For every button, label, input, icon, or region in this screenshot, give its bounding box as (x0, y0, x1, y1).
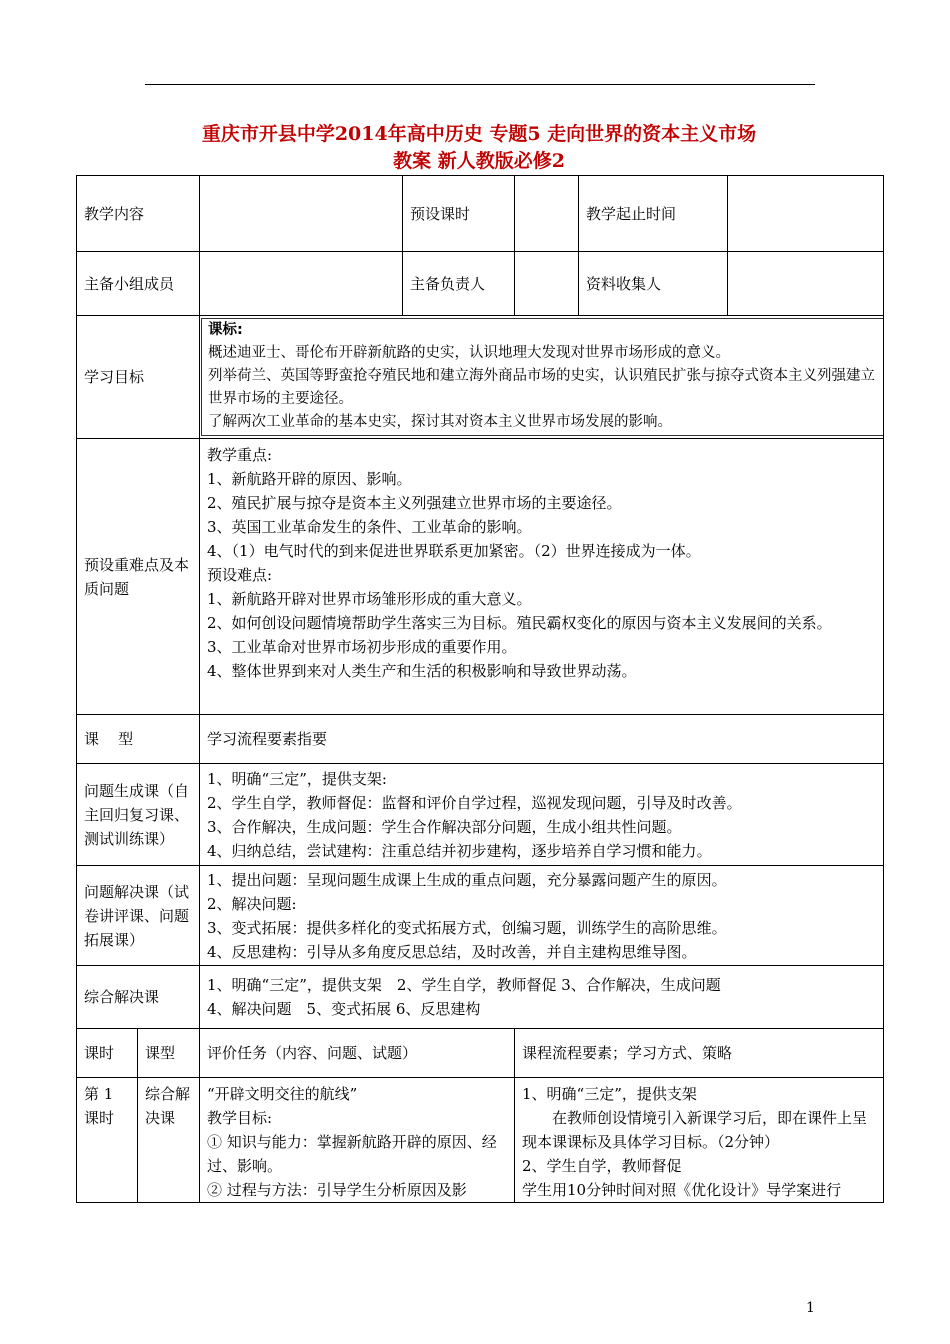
collector-value[interactable] (728, 252, 884, 316)
flow-line: 3、合作解决，生成问题：学生合作解决部分问题，生成小组共性问题。 (207, 817, 682, 836)
flow-line: 1、提出问题：呈现问题生成课上生成的重点问题，充分暴露问题产生的原因。 (207, 870, 727, 889)
flow-line: 学生用10分钟时间对照《优化设计》导学案进行 (522, 1181, 842, 1199)
info-row-2 (77, 252, 884, 316)
flow-header: 课程流程要素；学习方式、策略 (515, 1029, 884, 1078)
type-cell: 综合解决课 (138, 1078, 200, 1203)
keypoint-line: 教学重点: (207, 446, 273, 464)
collector-label: 资料收集人 (579, 252, 728, 316)
schedule-header-row (77, 1029, 884, 1078)
content-value[interactable] (200, 176, 403, 252)
flow-line: 2、解决问题: (207, 894, 297, 913)
flow-line: 1、明确“三定”，提供支架: (207, 769, 387, 788)
lesson-type-value: 学习流程要素指要 (200, 715, 884, 764)
keypoint-line: 4、（1）电气时代的到来促进世界联系更加紧密。（2）世界连接成为一体。 (207, 542, 701, 560)
evaluation-line: 教学目标: (207, 1109, 273, 1127)
keypoint-line: 1、新航路开辟对世界市场雏形形成的重大意义。 (207, 590, 532, 608)
flow-line: 在教师创设情境引入新课学习后，即在课件上呈现本课课标及具体学习目标。（2分钟） (522, 1109, 868, 1151)
members-value[interactable] (200, 252, 403, 316)
flow-line: 4、解决问题 5、变式拓展 6、反思建构 (207, 1000, 481, 1018)
comprehensive-content (200, 966, 884, 1029)
hours-label: 预设课时 (403, 176, 515, 252)
flow-line: 4、反思建构：引导从多角度反思总结，及时改善，并自主建构思维导图。 (207, 942, 697, 961)
keypoints-label: 预设重难点及本质问题 (77, 439, 200, 715)
evaluation-cell (200, 1078, 515, 1203)
goal-row (77, 316, 884, 439)
lesson-plan-table (76, 175, 884, 1203)
keypoint-line: 4、整体世界到来对人类生产和生活的积极影响和导致世界动荡。 (207, 662, 637, 680)
document-title-line1: 重庆市开县中学2014年高中历史 专题5 走向世界的资本主义市场 (201, 123, 757, 145)
goal-content (200, 316, 884, 439)
comprehensive-label: 综合解决课 (77, 966, 200, 1029)
flow-line: 4、归纳总结，尝试建构：注重总结并初步建构，逐步培养自学习惯和能力。 (207, 841, 712, 860)
type-header: 课型 (138, 1029, 200, 1078)
period-header: 课时 (77, 1029, 138, 1078)
evaluation-line: “开辟文明交往的航线” (207, 1085, 358, 1103)
flow-line: 1、明确“三定”，提供支架 (522, 1085, 697, 1103)
flow-line: 2、学生自学，教师督促：监督和评价自学过程，巡视发现问题，引导及时改善。 (207, 793, 742, 812)
keypoints-row (77, 439, 884, 715)
lesson-type-row (77, 715, 884, 764)
problem-solving-row (77, 866, 884, 966)
document-title-line2: 教案 新人教版必修2 (393, 150, 565, 172)
problem-solving-content (200, 866, 884, 966)
evaluation-header: 评价任务（内容、问题、试题） (200, 1029, 515, 1078)
members-label: 主备小组成员 (77, 252, 200, 316)
period-cell: 第 1 课时 (77, 1078, 138, 1203)
goal-line: 概述迪亚士、哥伦布开辟新航路的史实，认识地理大发现对世界市场形成的意义。 (208, 345, 731, 361)
page-number: 1 (806, 1300, 815, 1316)
curriculum-standard-box (201, 318, 884, 436)
goal-line: 了解两次工业革命的基本史实，探讨其对资本主义世界市场发展的影响。 (208, 414, 673, 430)
keypoint-line: 2、如何创设问题情境帮助学生落实三为目标。殖民霸权变化的原因与资本主义发展间的关系。 (207, 614, 832, 632)
content-label: 教学内容 (77, 176, 200, 252)
schedule-row-1 (77, 1078, 884, 1203)
lead-value[interactable] (515, 252, 579, 316)
header-rule (145, 84, 815, 85)
keypoint-line: 3、英国工业革命发生的条件、工业革命的影响。 (207, 518, 532, 536)
info-row-1 (77, 176, 884, 252)
lead-label: 主备负责人 (403, 252, 515, 316)
keypoint-line: 2、殖民扩展与掠夺是资本主义列强建立世界市场的主要途径。 (207, 494, 622, 512)
keypoint-line: 1、新航路开辟的原因、影响。 (207, 470, 412, 488)
problem-generation-label: 问题生成课（自主回归复习课、测试训练课） (77, 764, 200, 866)
flow-line: 1、明确“三定”，提供支架 2、学生自学，教师督促 3、合作解决，生成问题 (207, 976, 721, 994)
flow-line: 3、变式拓展：提供多样化的变式拓展方式，创编习题，训练学生的高阶思维。 (207, 918, 727, 937)
evaluation-line: ① 知识与能力：掌握新航路开辟的原因、经过、影响。 (207, 1133, 497, 1175)
keypoint-line: 3、工业革命对世界市场初步形成的重要作用。 (207, 638, 517, 656)
keypoint-line: 预设难点: (207, 566, 273, 584)
curriculum-standard-heading: 课标: (208, 322, 243, 338)
problem-generation-content (200, 764, 884, 866)
goal-line: 列举荷兰、英国等野蛮抢夺殖民地和建立海外商品市场的史实，认识殖民扩张与掠夺式资本主义列强建立世界市场的主要途径。 (208, 368, 876, 407)
goal-label: 学习目标 (77, 316, 200, 439)
flow-line: 2、学生自学，教师督促 (522, 1157, 682, 1175)
time-value[interactable] (728, 176, 884, 252)
flow-cell (515, 1078, 884, 1203)
time-label: 教学起止时间 (579, 176, 728, 252)
comprehensive-row (77, 966, 884, 1029)
problem-generation-row (77, 764, 884, 866)
hours-value[interactable] (515, 176, 579, 252)
problem-solving-label: 问题解决课（试卷讲评课、问题拓展课） (77, 866, 200, 966)
keypoints-content (200, 439, 884, 715)
lesson-type-label: 课 型 (77, 715, 200, 764)
evaluation-line: ② 过程与方法：引导学生分析原因及影 (207, 1181, 467, 1199)
